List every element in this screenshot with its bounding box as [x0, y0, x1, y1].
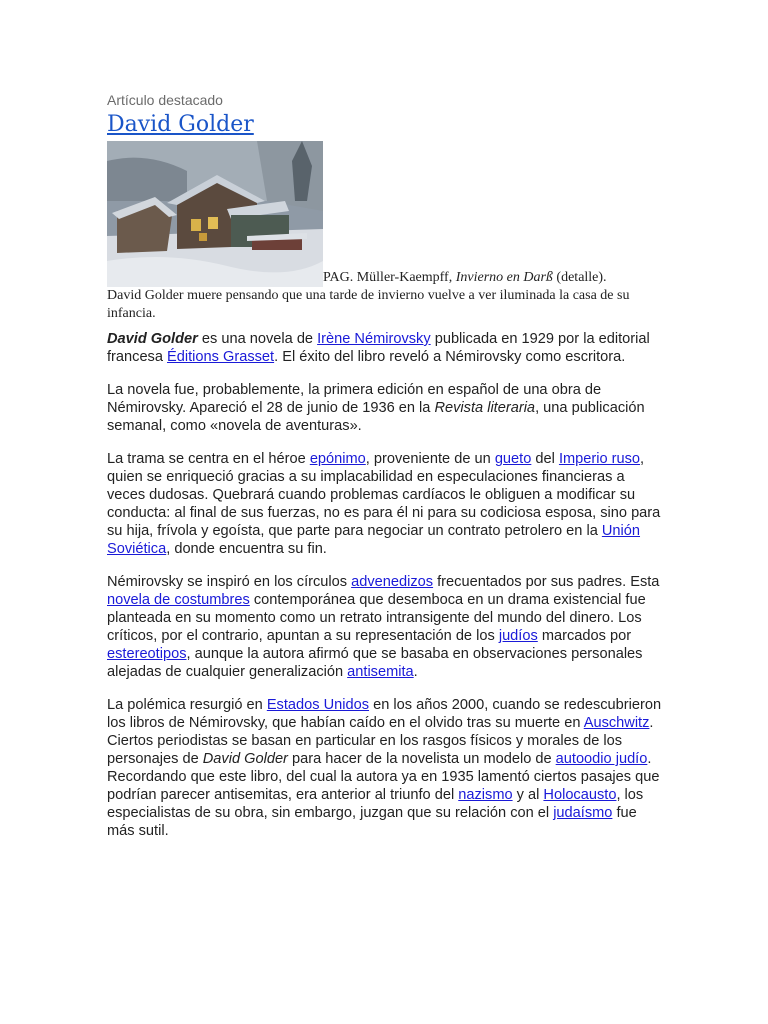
- text: en los años 2000, cuando se redescubrieron los libros de Némirovsky, que habían caído en el olvido tras su muerte en: [107, 697, 662, 731]
- section-kicker: Artículo destacado: [107, 92, 223, 108]
- paragraph-3: [107, 450, 663, 558]
- paragraph-4: [107, 573, 663, 681]
- text: , aunque la autora afirmó que se basaba en observaciones personales alejadas de cualquier generalización: [107, 646, 643, 680]
- link-estereotipos[interactable]: estereotipos: [107, 646, 187, 662]
- text: . El éxito del libro reveló a Némirovsky como escritora.: [274, 349, 626, 365]
- text: , quien se enriqueció gracias a su implacabilidad en especulaciones financieras a veces dudosas. Quebrará cuando problemas cardíacos le obliguen a modificar su conducta: al final de sus fuerzas, no es para él ni para su codiciosa esposa, sino para su hija, frívola y egoísta, que parte para negociar un contrato petrolero en la: [107, 451, 661, 539]
- book-title: David Golder: [107, 331, 198, 347]
- magazine-title: Revista literaria: [434, 400, 536, 416]
- link-gueto[interactable]: gueto: [494, 451, 532, 467]
- link-autoodio-judio[interactable]: autoodio judío: [555, 751, 648, 767]
- link-antisemita[interactable]: antisemita: [347, 664, 414, 680]
- text: , proveniente de un: [365, 451, 495, 467]
- link-judaismo[interactable]: judaísmo: [553, 805, 613, 821]
- figure-work-title: Invierno en Darß: [455, 270, 553, 285]
- figure-caption: David Golder muere pensando que una tarde de invierno vuelve a ver iluminada la casa de su infancia.: [107, 288, 630, 321]
- link-imperio-ruso[interactable]: Imperio ruso: [558, 451, 641, 467]
- paragraph-1: [107, 330, 663, 366]
- link-editions-grasset[interactable]: Éditions Grasset: [167, 349, 275, 365]
- text: , una publicación semanal, como «novela de aventuras».: [107, 400, 645, 434]
- link-nazismo[interactable]: nazismo: [458, 787, 513, 803]
- link-union-sovietica[interactable]: Unión Soviética: [107, 523, 641, 557]
- text: La novela fue, probablemente, la primera edición en español de una obra de Némirovsky. Apareció el 28 de junio de 1936 en la: [107, 382, 602, 416]
- link-irene-nemirovsky[interactable]: Irène Némirovsky: [317, 331, 431, 347]
- figure: [107, 141, 663, 323]
- link-judios[interactable]: judíos: [498, 628, 538, 644]
- link-auschwitz[interactable]: Auschwitz: [583, 715, 650, 731]
- text: . Ciertos periodistas se basan en particular en los rasgos físicos y morales de los personajes de: [107, 715, 654, 767]
- text: , los especialistas de su obra, sin embargo, juzgan que su relación con el: [107, 787, 644, 821]
- painting-image[interactable]: [107, 141, 323, 287]
- figure-detail: (detalle).: [552, 270, 607, 285]
- book-title-italic: David Golder: [202, 751, 288, 767]
- text: , donde encuentra su fin.: [166, 541, 327, 557]
- text: frecuentados por sus padres. Esta: [433, 574, 660, 590]
- text: para hacer de la novelista un modelo de: [287, 751, 556, 767]
- text: del: [531, 451, 559, 467]
- link-advenedizos[interactable]: advenedizos: [351, 574, 434, 590]
- link-estados-unidos[interactable]: Estados Unidos: [266, 697, 370, 713]
- text: La polémica resurgió en: [107, 697, 267, 713]
- link-novela-de-costumbres[interactable]: novela de costumbres: [107, 592, 250, 608]
- text: . Recordando que este libro, del cual la autora ya en 1935 lamentó ciertos pasajes que podrían parecer antisemitas, era anterior al triunfo del: [107, 751, 660, 803]
- text: y al: [512, 787, 544, 803]
- article: [107, 90, 663, 840]
- text: fue más sutil.: [107, 805, 637, 839]
- paragraph-2: [107, 381, 663, 435]
- text: publicada en 1929 por la editorial francesa: [107, 331, 650, 365]
- text: Némirovsky se inspiró en los círculos: [107, 574, 352, 590]
- article-title-link[interactable]: David Golder: [107, 112, 254, 137]
- link-holocausto[interactable]: Holocausto: [543, 787, 617, 803]
- text: .: [413, 664, 418, 680]
- paragraph-5: [107, 696, 663, 840]
- text: La trama se centra en el héroe: [107, 451, 310, 467]
- link-eponimo[interactable]: epónimo: [309, 451, 366, 467]
- figure-credit: PAG. Müller-Kaempff,: [323, 270, 456, 285]
- text: marcados por: [537, 628, 632, 644]
- text: es una novela de: [197, 331, 318, 347]
- text: contemporánea que desemboca en un drama existencial fue planteada en su momento como un retrato intransigente del mundo del dinero. Los críticos, por el contrario, apuntan a su representación de los: [107, 592, 646, 644]
